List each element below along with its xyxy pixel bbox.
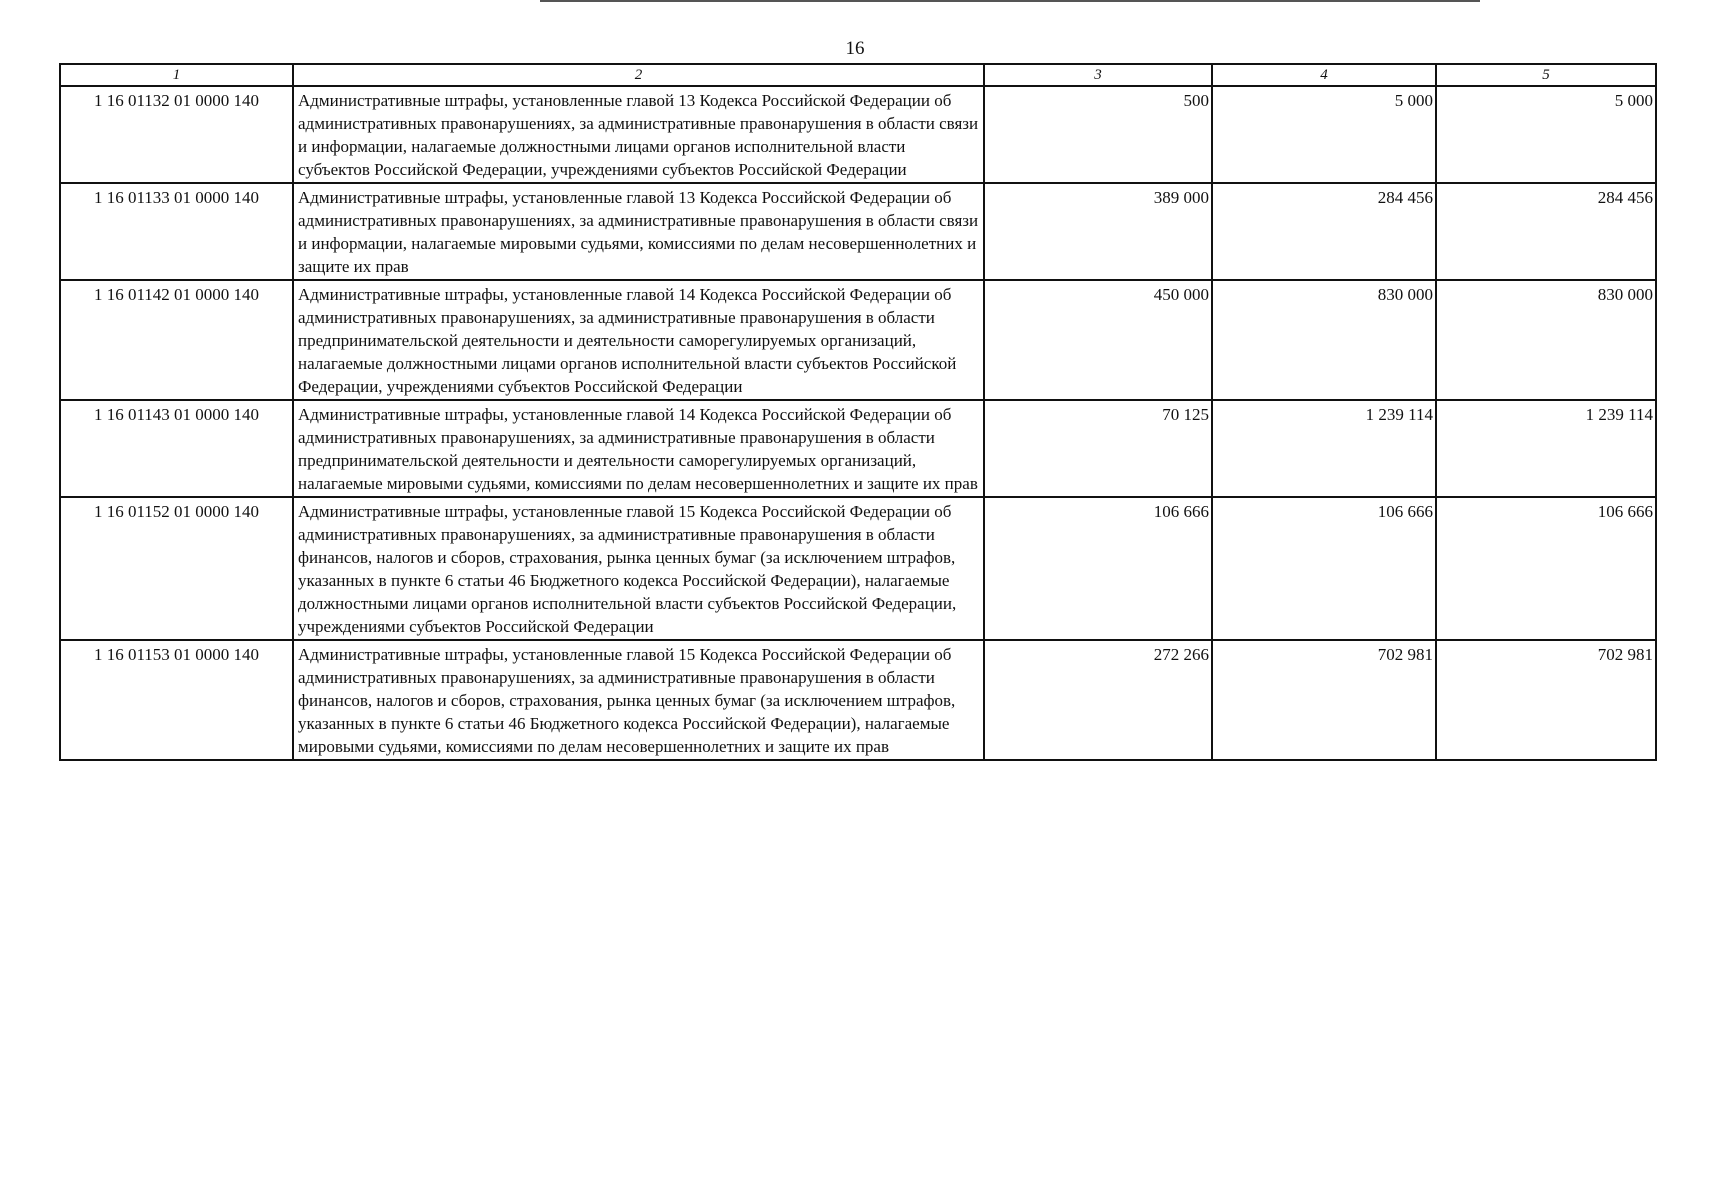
description-cell: Административные штрафы, установленные главой 15 Кодекса Российской Федерации об административных правонарушениях, за административные правонарушения в области финансов, налогов и сборов, страхования, рынка ценных бумаг (за исключением штрафов, указанных в пункте 6 статьи 46 Бюджетного кодекса Российской Федерации), налагаемые мировыми судьями, комиссиями по делам несовершеннолетних и защите их прав: [293, 640, 984, 760]
description-cell: Административные штрафы, установленные главой 15 Кодекса Российской Федерации об административных правонарушениях, за административные правонарушения в области финансов, налогов и сборов, страхования, рынка ценных бумаг (за исключением штрафов, указанных в пункте 6 статьи 46 Бюджетного кодекса Российской Федерации), налагаемые должностными лицами органов исполнительной власти субъектов Российской Федерации, учреждениями субъектов Российской Федерации: [293, 497, 984, 640]
table-row: [60, 280, 1656, 400]
amount-col5-cell: 702 981: [1436, 640, 1656, 760]
budget-code-cell: 1 16 01142 01 0000 140: [60, 280, 293, 400]
header-cell-3: 3: [984, 64, 1212, 86]
table-row: [60, 497, 1656, 640]
amount-col5-cell: 1 239 114: [1436, 400, 1656, 497]
amount-col3-cell: 70 125: [984, 400, 1212, 497]
description-cell: Административные штрафы, установленные главой 13 Кодекса Российской Федерации об административных правонарушениях, за административные правонарушения в области связи и информации, налагаемые должностными лицами органов исполнительной власти субъектов Российской Федерации, учреждениями субъектов Российской Федерации: [293, 86, 984, 183]
amount-col3-cell: 106 666: [984, 497, 1212, 640]
description-cell: Административные штрафы, установленные главой 14 Кодекса Российской Федерации об административных правонарушениях, за административные правонарушения в области предпринимательской деятельности и деятельности саморегулируемых организаций, налагаемые мировыми судьями, комиссиями по делам несовершеннолетних и защите их прав: [293, 400, 984, 497]
amount-col3-cell: 272 266: [984, 640, 1212, 760]
amount-col5-cell: 5 000: [1436, 86, 1656, 183]
amount-col4-cell: 5 000: [1212, 86, 1436, 183]
header-cell-4: 4: [1212, 64, 1436, 86]
amount-col3-cell: 500: [984, 86, 1212, 183]
description-cell: Административные штрафы, установленные главой 13 Кодекса Российской Федерации об административных правонарушениях, за административные правонарушения в области связи и информации, налагаемые мировыми судьями, комиссиями по делам несовершеннолетних и защите их прав: [293, 183, 984, 280]
table-row: [60, 400, 1656, 497]
page-number: 16: [845, 38, 865, 59]
amount-col4-cell: 284 456: [1212, 183, 1436, 280]
amount-col4-cell: 106 666: [1212, 497, 1436, 640]
header-row: [60, 64, 1656, 86]
header-cell-5: 5: [1436, 64, 1656, 86]
table-row: [60, 183, 1656, 280]
amount-col5-cell: 284 456: [1436, 183, 1656, 280]
amount-col3-cell: 389 000: [984, 183, 1212, 280]
description-cell: Административные штрафы, установленные главой 14 Кодекса Российской Федерации об административных правонарушениях, за административные правонарушения в области предпринимательской деятельности и деятельности саморегулируемых организаций, налагаемые должностными лицами органов исполнительной власти субъектов Российской Федерации, учреждениями субъектов Российской Федерации: [293, 280, 984, 400]
header-cell-1: 1: [60, 64, 293, 86]
table-row: [60, 86, 1656, 183]
revenue-table: [59, 63, 1657, 761]
amount-col5-cell: 106 666: [1436, 497, 1656, 640]
budget-code-cell: 1 16 01143 01 0000 140: [60, 400, 293, 497]
budget-code-cell: 1 16 01132 01 0000 140: [60, 86, 293, 183]
top-rule: [540, 0, 1480, 2]
amount-col4-cell: 830 000: [1212, 280, 1436, 400]
budget-code-cell: 1 16 01133 01 0000 140: [60, 183, 293, 280]
amount-col4-cell: 702 981: [1212, 640, 1436, 760]
budget-code-cell: 1 16 01152 01 0000 140: [60, 497, 293, 640]
table-row: [60, 640, 1656, 760]
amount-col4-cell: 1 239 114: [1212, 400, 1436, 497]
budget-code-cell: 1 16 01153 01 0000 140: [60, 640, 293, 760]
header-cell-2: 2: [293, 64, 984, 86]
amount-col3-cell: 450 000: [984, 280, 1212, 400]
amount-col5-cell: 830 000: [1436, 280, 1656, 400]
